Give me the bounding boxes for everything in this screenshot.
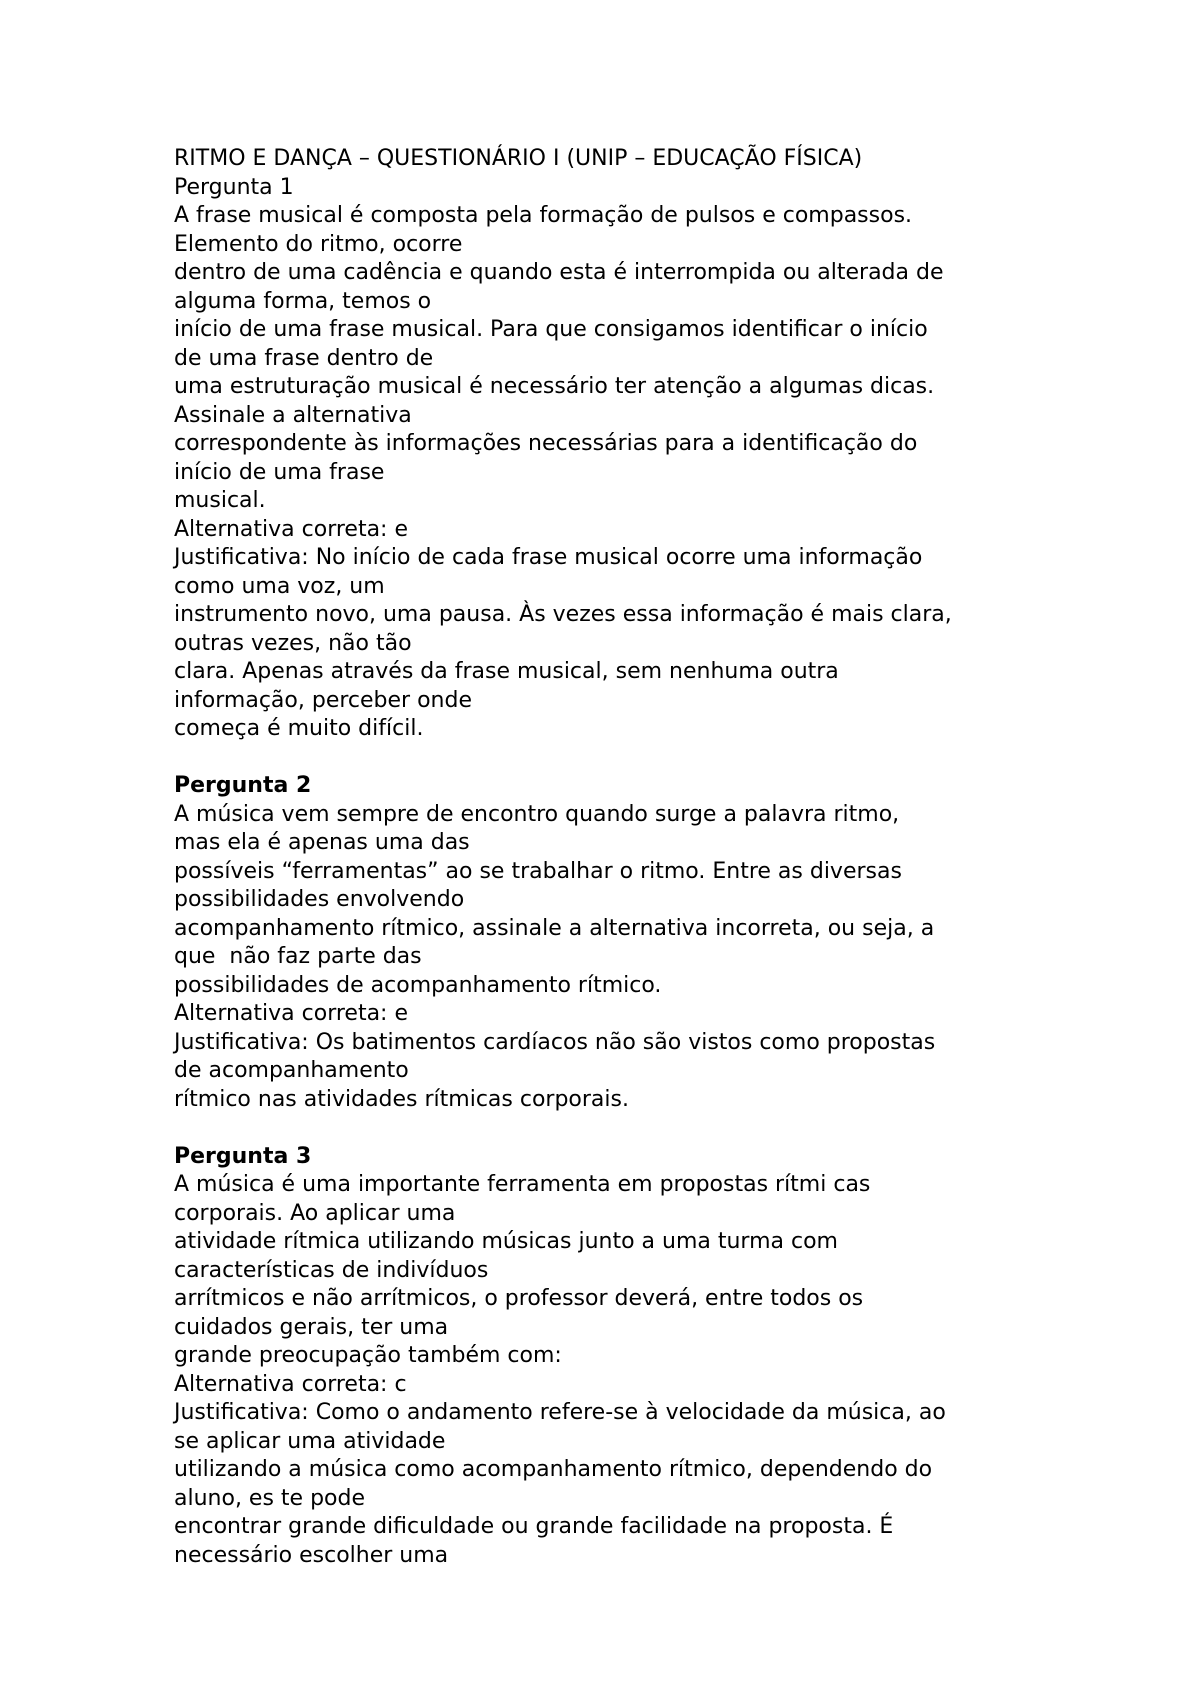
justification-line: Justificativa: Os batimentos cardíacos não são vistos como propostas [174, 1029, 936, 1055]
question-text-line: início de uma frase [174, 459, 385, 485]
justification-line: de acompanhamento [174, 1058, 409, 1083]
question-heading: Pergunta 1 [174, 174, 294, 200]
justification-line: informação, perceber onde [174, 687, 472, 713]
question-text-line: Assinale a alternativa [174, 402, 412, 428]
question-text-line: dentro de uma cadência e quando esta é interrompida ou alterada de [174, 260, 944, 285]
question-text-line: Elemento do ritmo, ocorre [174, 231, 463, 257]
question-text-line: características de indivíduos [174, 1257, 489, 1283]
justification-line: encontrar grande dificuldade ou grande facilidade na proposta. É [174, 1514, 894, 1539]
question-text-line: atividade rítmica utilizando músicas junto a uma turma com [174, 1229, 838, 1254]
justification-line: necessário escolher uma [174, 1542, 449, 1568]
answer-line: Alternativa correta: c [174, 1371, 407, 1397]
question-text-line: acompanhamento rítmico, assinale a alternativa incorreta, ou seja, a [174, 915, 935, 941]
question-2 [174, 772, 1074, 1114]
justification-line: instrumento novo, uma pausa. Às vezes essa informação é mais clara, [174, 602, 952, 627]
document-page [174, 145, 1074, 1570]
justification-line: clara. Apenas através da frase musical, sem nenhuma outra [174, 659, 839, 684]
question-text-line: A música vem sempre de encontro quando surge a palavra ritmo, [174, 801, 900, 827]
question-heading: Pergunta 2 [174, 773, 312, 798]
question-heading: Pergunta 3 [174, 1143, 312, 1169]
justification-line: rítmico nas atividades rítmicas corporais. [174, 1086, 629, 1112]
justification-line: Justificativa: No início de cada frase musical ocorre uma informação [174, 545, 923, 570]
question-text-line: arrítmicos e não arrítmicos, o professor deverá, entre todos os [174, 1286, 864, 1311]
question-text-line: grande preocupação também com: [174, 1343, 562, 1368]
question-text-line: alguma forma, temos o [174, 288, 432, 314]
justification-line: começa é muito difícil. [174, 716, 424, 741]
question-text-line: possibilidades de acompanhamento rítmico. [174, 972, 662, 998]
document-title: RITMO E DANÇA – QUESTIONÁRIO I (UNIP – EDUCAÇÃO FÍSICA) [174, 146, 863, 171]
question-text-line: de uma frase dentro de [174, 345, 434, 371]
justification-line: utilizando a música como acompanhamento rítmico, dependendo do [174, 1457, 933, 1482]
justification-line: Justificativa: Como o andamento refere-se à velocidade da música, ao [174, 1400, 946, 1425]
question-text-line: uma estruturação musical é necessário ter atenção a algumas dicas. [174, 374, 935, 399]
answer-line: Alternativa correta: e [174, 1001, 408, 1026]
question-1 [174, 174, 1074, 744]
question-text-line: A música é uma importante ferramenta em propostas rítmi cas [174, 1172, 871, 1197]
justification-line: se aplicar uma atividade [174, 1428, 446, 1454]
question-text-line: corporais. Ao aplicar uma [174, 1200, 456, 1226]
question-text-line: correspondente às informações necessárias para a identificação do [174, 431, 918, 456]
justification-line: outras vezes, não tão [174, 630, 412, 656]
question-text-line: possíveis “ferramentas” ao se trabalhar o ritmo. Entre as diversas [174, 858, 902, 884]
justification-line: aluno, es te pode [174, 1485, 365, 1511]
question-text-line: A frase musical é composta pela formação de pulsos e compassos. [174, 203, 913, 228]
question-text-line: que não faz parte das [174, 944, 422, 969]
question-text-line: início de uma frase musical. Para que consigamos identificar o início [174, 317, 928, 342]
question-text-line: cuidados gerais, ter uma [174, 1314, 449, 1340]
question-text-line: possibilidades envolvendo [174, 887, 465, 912]
paragraph-spacer [174, 744, 1074, 773]
paragraph-spacer [174, 1114, 1074, 1143]
answer-line: Alternativa correta: e [174, 516, 408, 542]
justification-line: como uma voz, um [174, 573, 385, 599]
question-text-line: musical. [174, 488, 266, 513]
question-3 [174, 1143, 1074, 1571]
question-text-line: mas ela é apenas uma das [174, 830, 470, 855]
